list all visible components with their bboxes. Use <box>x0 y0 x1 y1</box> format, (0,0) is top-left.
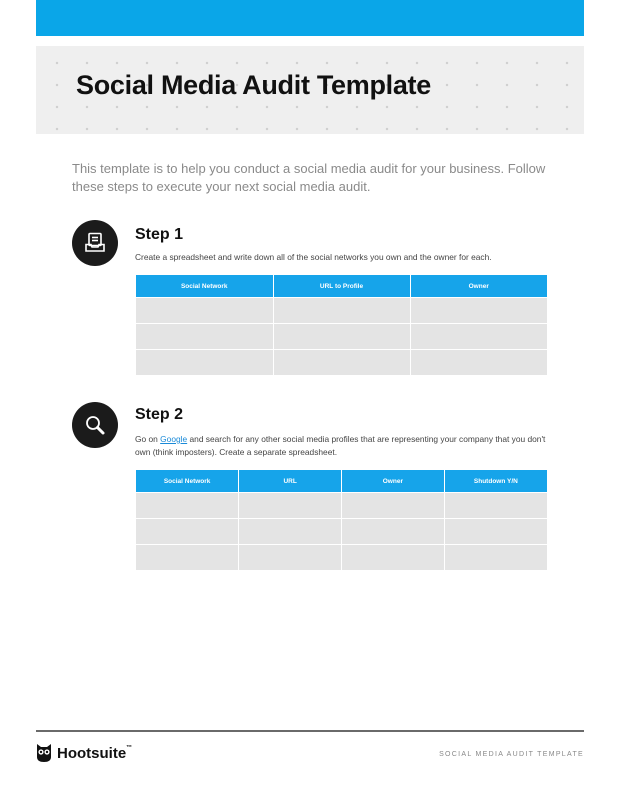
column-header: Owner <box>342 470 445 493</box>
inbox-document-icon <box>72 220 118 266</box>
table-cell[interactable] <box>410 324 547 350</box>
column-header: Social Network <box>136 275 273 298</box>
table-cell[interactable] <box>444 545 547 571</box>
trademark-symbol: ™ <box>126 744 133 751</box>
intro-text: This template is to help you conduct a social media audit for your business. Follow these steps to execute your next social media audit. <box>72 161 546 194</box>
table-cell[interactable] <box>239 493 342 519</box>
step2-title: Step 2 <box>135 406 184 423</box>
column-header: Social Network <box>136 470 239 493</box>
table-cell[interactable] <box>444 493 547 519</box>
top-accent-bar <box>36 0 584 36</box>
table-cell[interactable] <box>273 350 410 376</box>
table-cell[interactable] <box>444 519 547 545</box>
table-row <box>136 493 547 519</box>
table-cell[interactable] <box>342 545 445 571</box>
column-header: URL to Profile <box>273 275 410 298</box>
table-cell[interactable] <box>136 519 239 545</box>
step2-description-end: and search for any other social media profiles that are representing your company that you don't own (think imposters). Create a separate spreadsheet. <box>135 434 546 457</box>
table-cell[interactable] <box>136 350 273 376</box>
table-cell[interactable] <box>239 545 342 571</box>
table-cell[interactable] <box>342 519 445 545</box>
step2-description <box>135 433 555 459</box>
magnifier-icon <box>72 402 118 448</box>
table-cell[interactable] <box>273 324 410 350</box>
brand-name-text: Hootsuite <box>57 744 127 762</box>
google-link[interactable]: Google <box>160 434 188 444</box>
table-cell[interactable] <box>273 298 410 324</box>
column-header: URL <box>239 470 342 493</box>
step2-table <box>136 470 547 570</box>
table-cell[interactable] <box>136 298 273 324</box>
footer-doc-label: SOCIAL MEDIA AUDIT TEMPLATE <box>439 751 584 758</box>
footer-divider <box>36 730 584 732</box>
column-header: Shutdown Y/N <box>444 470 547 493</box>
step1-title: Step 1 <box>135 226 184 243</box>
table-cell[interactable] <box>136 545 239 571</box>
table-header-row <box>136 275 547 298</box>
table-row <box>136 350 547 376</box>
hootsuite-logo <box>36 743 132 763</box>
table-row <box>136 324 547 350</box>
table-header-row <box>136 470 547 493</box>
table-row <box>136 545 547 571</box>
table-cell[interactable] <box>136 324 273 350</box>
table-cell[interactable] <box>342 493 445 519</box>
table-row <box>136 298 547 324</box>
page-title: Social Media Audit Template <box>76 70 431 100</box>
title-banner <box>36 46 584 134</box>
owl-icon <box>36 743 52 763</box>
table-cell[interactable] <box>239 519 342 545</box>
table-cell[interactable] <box>136 493 239 519</box>
table-cell[interactable] <box>410 298 547 324</box>
brand-name <box>57 745 132 762</box>
column-header: Owner <box>410 275 547 298</box>
step1-description: Create a spreadsheet and write down all of the social networks you own and the owner for each. <box>135 252 492 262</box>
step1-table <box>136 275 547 375</box>
table-row <box>136 519 547 545</box>
step2-description-start: Go on <box>135 434 161 444</box>
table-cell[interactable] <box>410 350 547 376</box>
